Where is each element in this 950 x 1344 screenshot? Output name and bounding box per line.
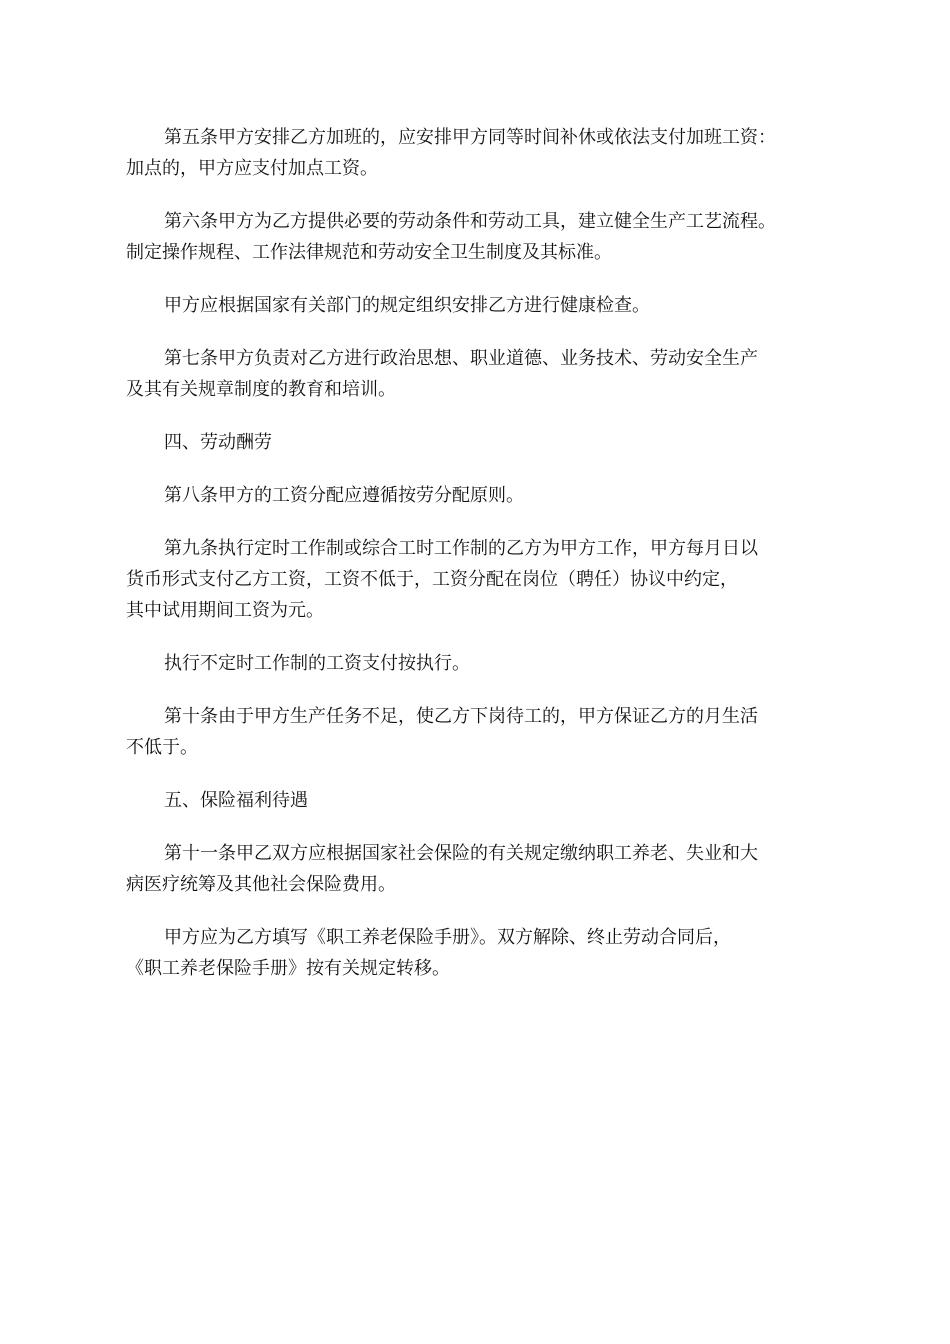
paragraph-line: 甲方应根据国家有关部门的规定组织安排乙方进行健康检查。 bbox=[164, 295, 650, 316]
paragraph-health-check bbox=[145, 290, 810, 321]
paragraph-article-5 bbox=[126, 122, 810, 184]
paragraph-article-7 bbox=[126, 343, 810, 405]
paragraph-line: 加点的，甲方应支付加点工资。 bbox=[126, 158, 378, 179]
paragraph-line: 第五条甲方安排乙方加班的，应安排甲方同等时间补休或依法支付加班工资： bbox=[164, 127, 776, 148]
paragraph-line: 第八条甲方的工资分配应遵循按劳分配原则。 bbox=[164, 485, 524, 506]
paragraph-irregular-hours bbox=[145, 648, 810, 679]
paragraph-line: 及其有关规章制度的教育和培训。 bbox=[126, 379, 396, 400]
paragraph-line: 《职工养老保险手册》按有关规定转移。 bbox=[126, 958, 450, 979]
section-heading-insurance bbox=[145, 785, 810, 816]
section-heading-text: 五、保险福利待遇 bbox=[164, 790, 308, 811]
paragraph-line: 其中试用期间工资为元。 bbox=[126, 600, 324, 621]
paragraph-line: 第十条由于甲方生产任务不足，使乙方下岗待工的，甲方保证乙方的月生活 bbox=[164, 706, 758, 727]
paragraph-line: 执行不定时工作制的工资支付按执行。 bbox=[164, 653, 470, 674]
paragraph-article-10 bbox=[126, 701, 810, 763]
paragraph-pension-manual bbox=[126, 922, 810, 984]
paragraph-article-6 bbox=[126, 206, 810, 268]
paragraph-article-9 bbox=[126, 533, 810, 626]
document-body bbox=[126, 122, 810, 1006]
section-heading-labor-pay bbox=[145, 427, 810, 458]
paragraph-line: 第九条执行定时工作制或综合工时工作制的乙方为甲方工作，甲方每月日以 bbox=[164, 538, 758, 559]
paragraph-line: 不低于。 bbox=[126, 737, 198, 758]
paragraph-line: 甲方应为乙方填写《职工养老保险手册》。双方解除、终止劳动合同后， bbox=[164, 927, 731, 948]
section-heading-text: 四、劳动酬劳 bbox=[164, 432, 272, 453]
paragraph-article-8 bbox=[145, 480, 810, 511]
paragraph-line: 第六条甲方为乙方提供必要的劳动条件和劳动工具，建立健全生产工艺流程。 bbox=[164, 211, 776, 232]
paragraph-line: 病医疗统筹及其他社会保险费用。 bbox=[126, 874, 396, 895]
paragraph-line: 第七条甲方负责对乙方进行政治思想、职业道德、业务技术、劳动安全生产 bbox=[164, 348, 758, 369]
paragraph-article-11 bbox=[126, 838, 810, 900]
paragraph-line: 货币形式支付乙方工资，工资不低于，工资分配在岗位（聘任）协议中约定， bbox=[126, 569, 738, 590]
paragraph-line: 制定操作规程、工作法律规范和劳动安全卫生制度及其标准。 bbox=[126, 242, 612, 263]
paragraph-line: 第十一条甲乙双方应根据国家社会保险的有关规定缴纳职工养老、失业和大 bbox=[164, 843, 758, 864]
